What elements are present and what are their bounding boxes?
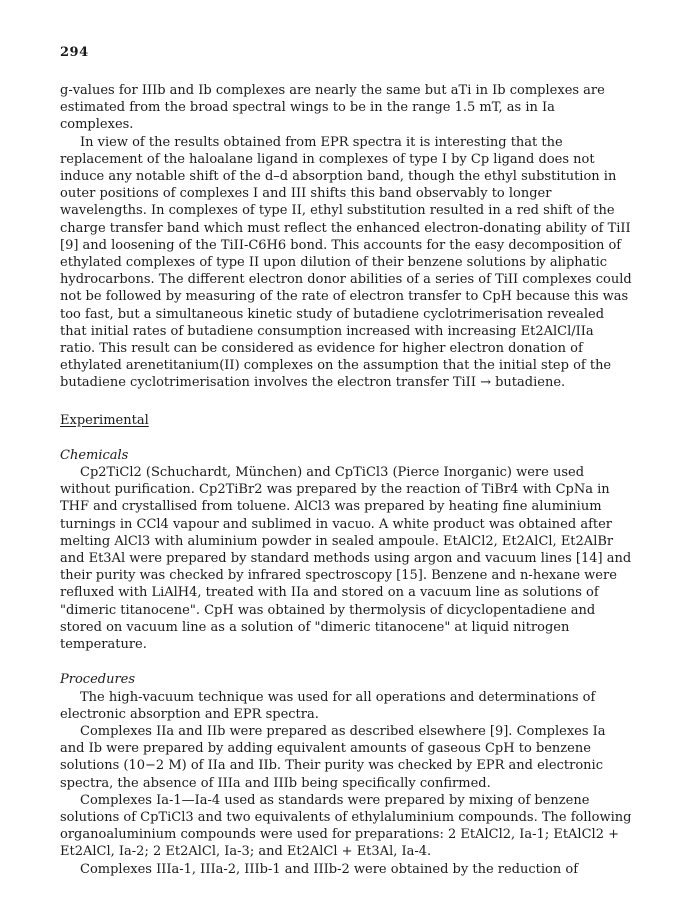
paragraph-procedures-1: The high-vacuum technique was used for all operations and determinations of electronic absorption and EPR spectra. bbox=[60, 689, 596, 722]
paragraph-procedures-4: Complexes IIIa-1, IIIa-2, IIIb-1 and IIIb-2 were obtained by the reduction of bbox=[80, 861, 579, 877]
paragraph-epr-discussion: In view of the results obtained from EPR spectra it is interesting that the replacement of the haloalane ligand in complexes of type I by Cp ligand does not induce any notable shift of the d–d absorption band, though the ethyl substitution in outer positions of complexes I and III shifts this band observably to longer wavelengths. In complexes of type II, ethyl substitution resulted in a red shift of the charge transfer band which must reflect the enhanced electron-donating ability of TiII [9] and loosening of the TiII-C6H6 bond. This accounts for the easy decomposition of ethylated complexes of type II upon dilution of their benzene solutions by aliphatic hydrocarbons. The different electron donor abilities of a series of TiII complexes could not be followed by measuring of the rate of electron transfer to CpH because this was too fast, but a simultaneous kinetic study of butadiene cyclotrimerisation revealed that initial rates of butadiene consumption increased with increasing Et2AlCl/IIa ratio. This result can be considered as evidence for higher electron donation of ethylated arenetitanium(II) complexes on the assumption that the initial step of the butadiene cyclotrimerisation involves the electron transfer TiII → butadiene. bbox=[60, 134, 632, 391]
paragraph-procedures-3: Complexes Ia-1—Ia-4 used as standards were prepared by mixing of benzene solutions of CpTiCl3 and two equivalents of ethylaluminium compounds. The following organoaluminium compounds were used for preparations: 2 EtAlCl2, Ia-1; EtAlCl2 + Et2AlCl, Ia-2; 2 Et2AlCl, Ia-3; and Et2AlCl + Et3Al, Ia-4. bbox=[60, 792, 632, 860]
body-text bbox=[60, 82, 632, 878]
section-heading-experimental: Experimental bbox=[60, 412, 149, 428]
page-number: 294 bbox=[60, 45, 89, 60]
paragraph-epr-gvalues: g-values for IIIb and Ib complexes are nearly the same but aTi in Ib complexes are estimated from the broad spectral wings to be in the range 1.5 mT, as in Ia complexes. bbox=[60, 83, 605, 133]
subheading-chemicals: Chemicals bbox=[60, 447, 129, 463]
subheading-procedures: Procedures bbox=[60, 672, 136, 688]
paragraph-procedures-2: Complexes IIa and IIb were prepared as described elsewhere [9]. Complexes Ia and Ib were prepared by adding equivalent amounts of gaseous CpH to benzene solutions (10−2 M) of IIa and IIb. Their purity was checked by EPR and electronic spectra, the absence of IIIa and IIIb being specifically confirmed. bbox=[60, 723, 606, 791]
paragraph-chemicals: Cp2TiCl2 (Schuchardt, München) and CpTiCl3 (Pierce Inorganic) were used without purification. Cp2TiBr2 was prepared by the reaction of TiBr4 with CpNa in THF and crystallised from toluene. AlCl3 was prepared by heating fine aluminium turnings in CCl4 vapour and sublimed in vacuo. A white product was obtained after melting AlCl3 with aluminium powder in sealed ampoule. EtAlCl2, Et2AlCl, Et2AlBr and Et3Al were prepared by standard methods using argon and vacuum lines [14] and their purity was checked by infrared spectroscopy [15]. Benzene and n-hexane were refluxed with LiAlH4, treated with IIa and stored on a vacuum line as solutions of "dimeric titanocene". CpH was obtained by thermolysis of dicyclopentadiene and stored on vacuum line as a solution of "dimeric titanocene" at liquid nitrogen temperature. bbox=[60, 465, 632, 653]
